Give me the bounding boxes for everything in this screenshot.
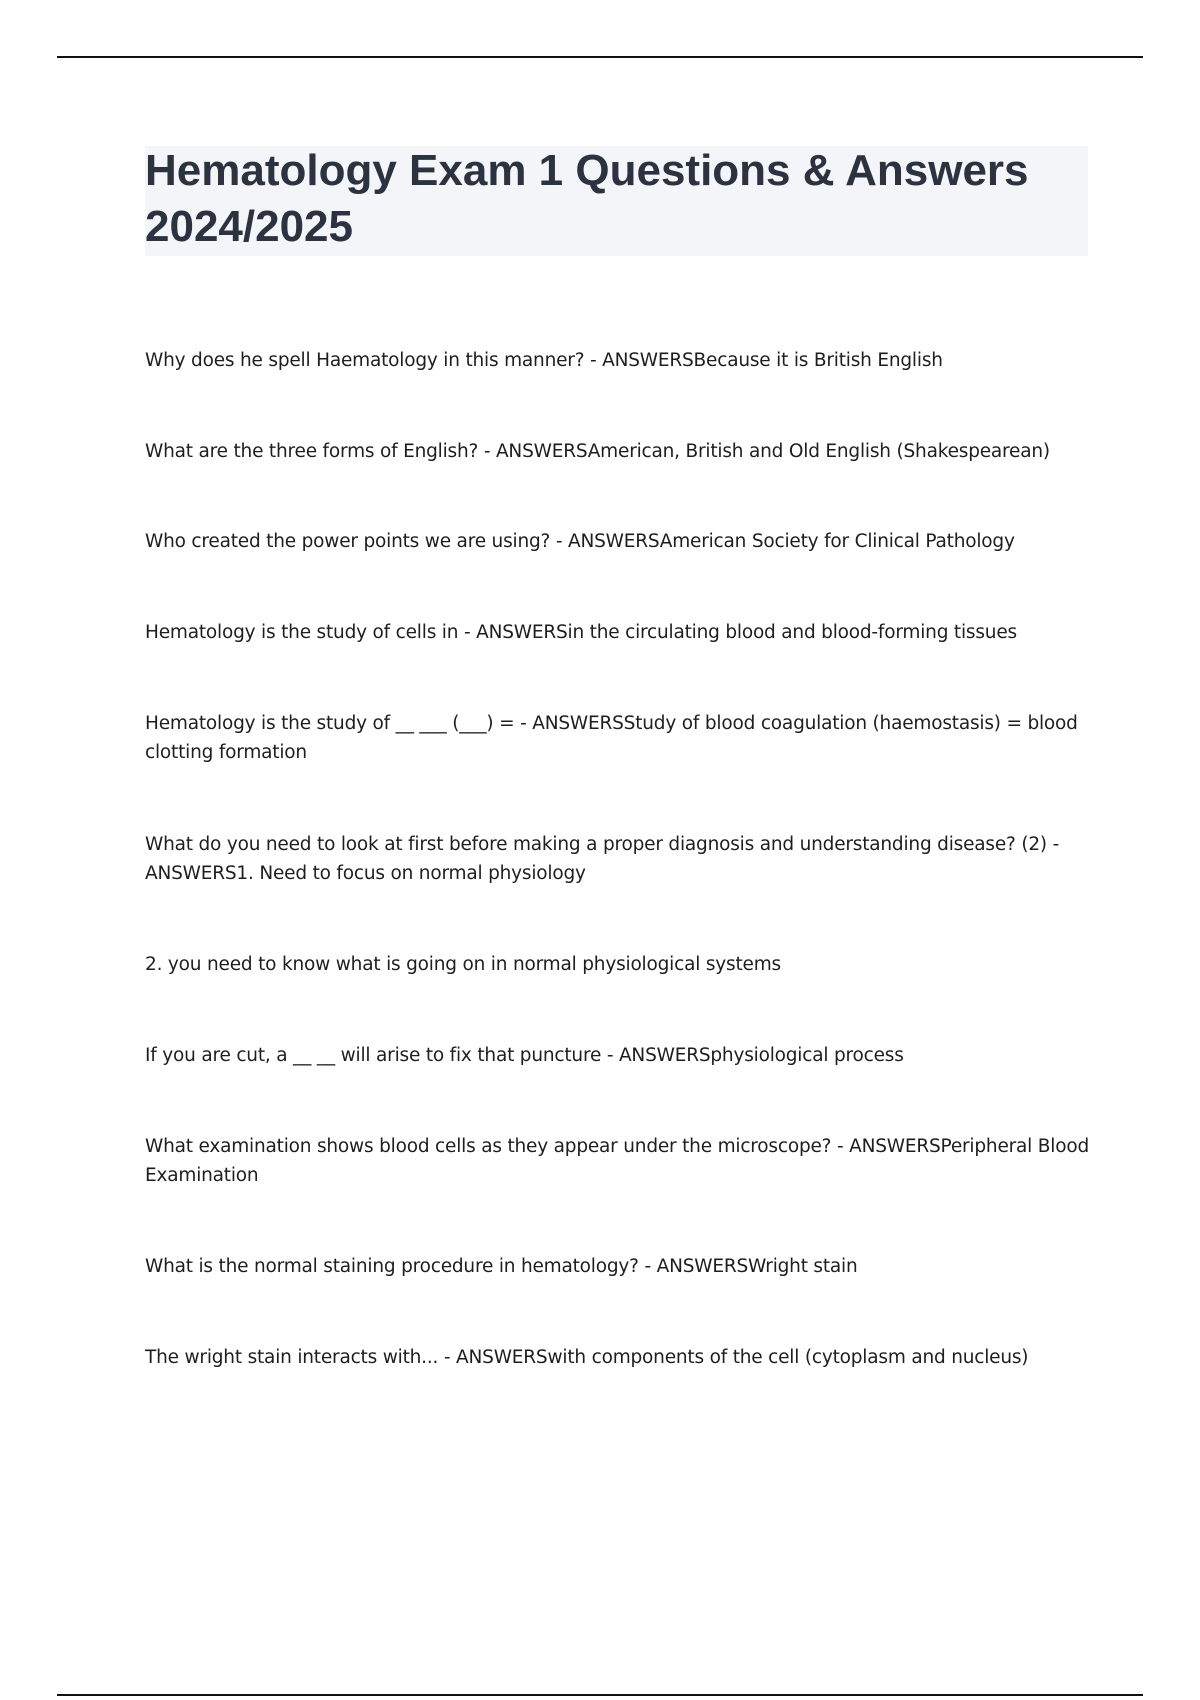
qa-item: If you are cut, a __ __ will arise to fix that puncture - ANSWERSphysiological process — [145, 1045, 904, 1066]
qa-item: What examination shows blood cells as they appear under the microscope? - ANSWERSPeripheral Blood Examination — [145, 1136, 1090, 1186]
title-block — [145, 146, 1088, 256]
qa-item: What is the normal staining procedure in hematology? - ANSWERSWright stain — [145, 1256, 858, 1277]
document-title: Hematology Exam 1 Questions & Answers 2024/2025 — [145, 146, 1029, 251]
qa-item: Hematology is the study of cells in - ANSWERSin the circulating blood and blood-forming tissues — [145, 622, 1017, 643]
qa-item: What are the three forms of English? - ANSWERSAmerican, British and Old English (Shakespearean) — [145, 441, 1050, 462]
bottom-rule — [57, 1694, 1143, 1696]
qa-item: Hematology is the study of __ ___ (___) = - ANSWERSStudy of blood coagulation (haemostasis) = blood clotting formation — [145, 713, 1078, 763]
qa-item: The wright stain interacts with... - ANSWERSwith components of the cell (cytoplasm and nucleus) — [145, 1347, 1029, 1368]
qa-item: Why does he spell Haematology in this manner? - ANSWERSBecause it is British English — [145, 350, 943, 371]
top-rule — [57, 56, 1143, 58]
qa-item: 2. you need to know what is going on in normal physiological systems — [145, 954, 781, 975]
qa-item: What do you need to look at first before making a proper diagnosis and understanding disease? (2) - ANSWERS1. Need to focus on normal physiology — [145, 834, 1060, 884]
qa-item: Who created the power points we are using? - ANSWERSAmerican Society for Clinical Pathology — [145, 531, 1015, 552]
